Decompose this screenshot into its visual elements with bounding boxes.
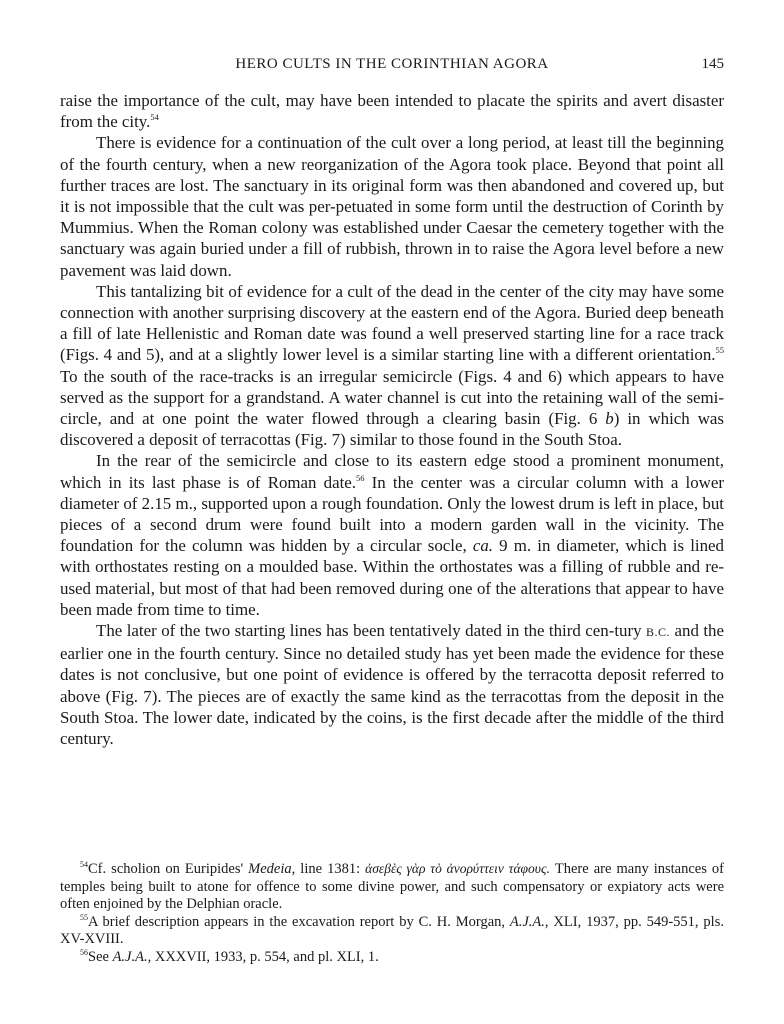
body-text <box>60 90 724 749</box>
footnote-number: 54 <box>80 860 88 869</box>
paragraph-text: and the earlier one in the fourth century. Since no detailed study has yet been made the evidence for these dates is not conclusive, but one point of evidence is offered by the terracotta deposit referred to above (Fig. 7). The pieces are of exactly the same kind as the terracottas from the deposit in the South Stoa. The lower date, indicated by the coins, is the first decade after the middle of the third century. <box>60 621 724 749</box>
paragraph-1 <box>60 90 724 132</box>
running-title: HERO CULTS IN THE CORINTHIAN AGORA <box>235 56 549 72</box>
footnotes <box>60 860 724 966</box>
journal-title: A.J.A. <box>112 948 148 965</box>
greek-quote: ἀσεβὲς γὰρ τὸ ἀνορύττειν τάφους. <box>365 861 550 876</box>
footnote-text: , XXXVII, 1933, p. 554, and pl. XLI, 1. <box>147 948 379 965</box>
footnote-text: There are many instances of temples being built to atone for offence to some divine power, and such compensatory or expiatory acts were often enjoined by the Delphian oracle. <box>60 861 725 912</box>
page-number: 145 <box>701 56 724 72</box>
footnote-ref-56: 56 <box>356 472 365 483</box>
page-header <box>60 56 724 78</box>
paragraph-text: 9 m. in diameter, which is lined with orthostates resting on a moulded base. Within the orthostates was a filling of rubble and re-used material, but most of that had been removed during one of the alterations that appear to have been made from time to time. <box>60 536 724 619</box>
work-title: Medeia <box>248 861 292 877</box>
footnote-text: , XLI, 1937, pp. 549-551, pls. XV-XVIII. <box>60 913 724 947</box>
paragraph-4 <box>60 450 724 620</box>
paragraph-text: The later of the two starting lines has been tentatively dated in the third cen-tury <box>96 621 647 641</box>
footnote-text: A brief description appears in the excavation report by C. H. Morgan, <box>88 913 510 930</box>
paragraph-text: This tantalizing bit of evidence for a cult of the dead in the center of the city may have some connection with another surprising discovery at the eastern end of the Agora. Buried deep beneath a fill of late Hellenistic and Roman date was found a well preserved starting line for a race track (Figs. 4 and 5), and at a slightly lower level is a similar starting line with a different orientation. <box>60 281 724 365</box>
footnote-ref-55: 55 <box>715 345 724 356</box>
footnote-number: 55 <box>80 912 88 922</box>
footnote-54 <box>60 860 724 914</box>
paragraph-text: raise the importance of the cult, may have been intended to placate the spirits and avert disaster from the city. <box>60 91 724 132</box>
footnote-55 <box>60 914 724 949</box>
footnote-text: Cf. scholion on Euripides' <box>88 861 249 877</box>
journal-title: A.J.A. <box>509 913 545 930</box>
footnote-56 <box>60 949 724 967</box>
paragraph-text: In the center was a circular column with a lower diameter of 2.15 m., supported upon a rough foundation. Only the lowest drum is left in place, but pieces of a second drum were found built into a modern garden wall in the vicinity. The foundation for the column was hidden by a circular socle, <box>60 472 724 556</box>
paragraph-text: In the rear of the semicircle and close to its eastern edge stood a prominent monument, which in its last phase is of Roman date. <box>60 451 724 492</box>
paragraph-5 <box>60 620 724 749</box>
figure-letter: b <box>605 409 614 429</box>
paragraph-2: There is evidence for a continuation of the cult over a long period, at least till the beginning of the fourth century, when a new reorganization of the Agora took place. Beyond that point all further traces are lost. The sanctuary in its original form was then abandoned and covered up, but it is not impossible that the cult was per-petuated in some form until the destruction of Corinth by Mummius. When the Roman colony was established under Caesar the cemetery together with the sanctuary was again buried under a fill of rubbish, thrown in to raise the Agora level before a new pavement was laid down. <box>60 133 724 280</box>
footnote-number: 56 <box>80 947 88 957</box>
footnote-text: See <box>88 948 113 965</box>
footnote-ref-54: 54 <box>150 112 159 123</box>
circa-abbrev: ca. <box>472 536 494 556</box>
paragraph-text: To the south of the race-tracks is an irregular semicircle (Figs. 4 and 6) which appears to have served as the support for a grandstand. A water channel is cut into the retaining wall of the semi-circle, and at one point the water flowed through a clearing basin (Fig. 6 <box>60 366 724 429</box>
paragraph-3 <box>60 281 724 451</box>
paragraph-text: ) in which was discovered a deposit of terracottas (Fig. 7) similar to those found in the South Stoa. <box>60 409 725 450</box>
era-abbrev: B.C. <box>646 625 671 640</box>
footnote-text: , line 1381: <box>291 861 366 877</box>
